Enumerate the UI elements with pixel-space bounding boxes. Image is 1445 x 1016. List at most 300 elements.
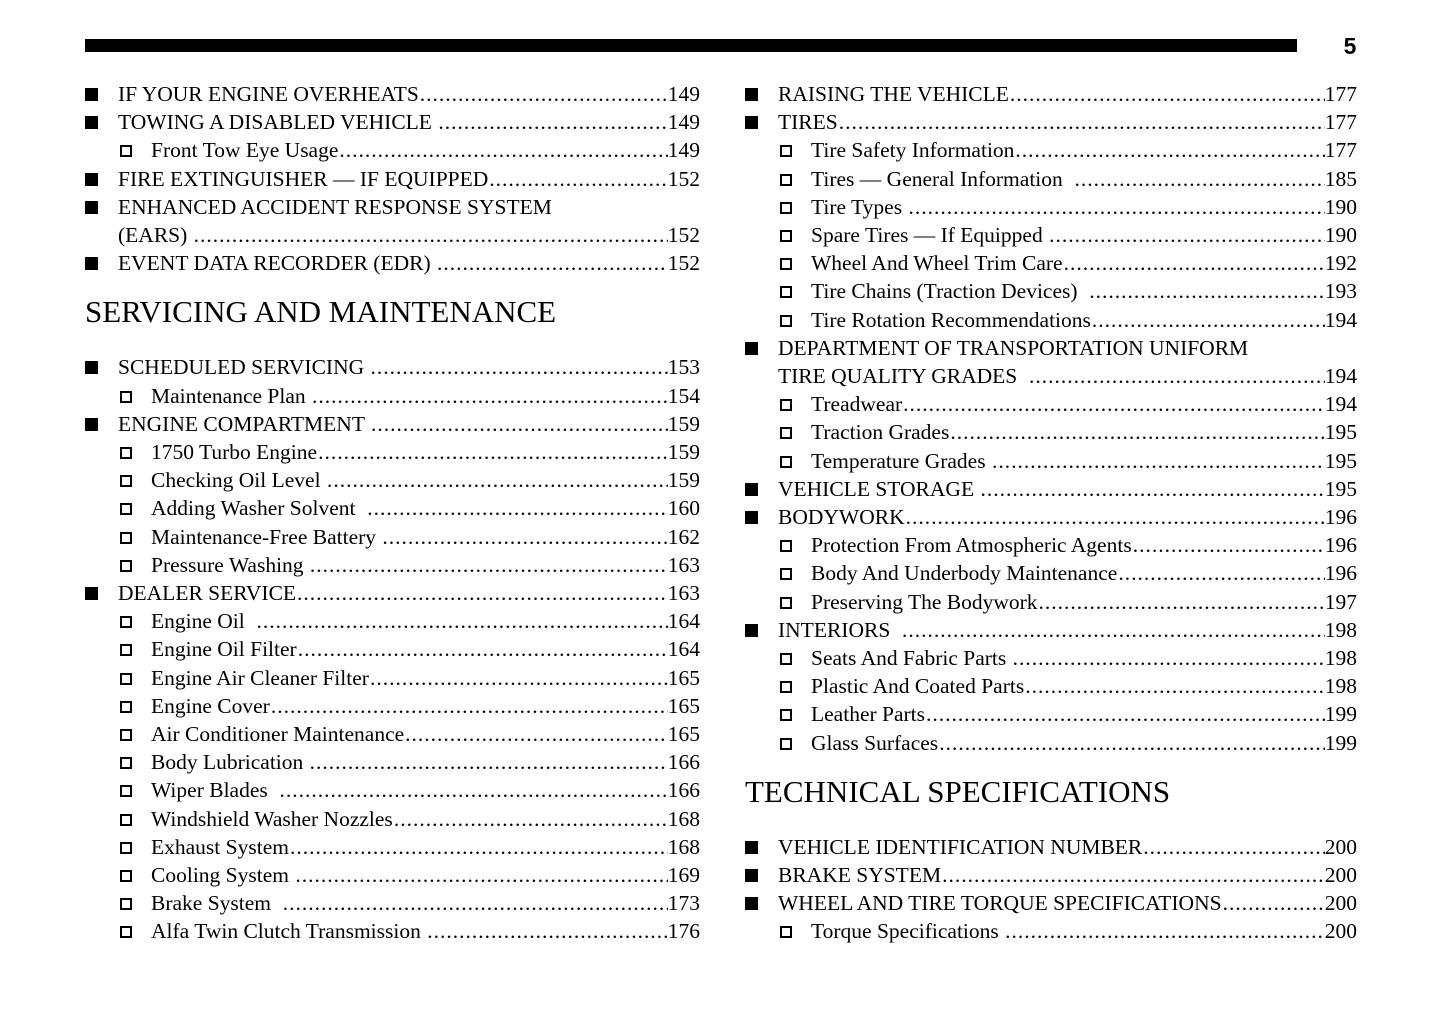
toc-page-number: 194 — [1324, 392, 1357, 417]
toc-entry — [85, 664, 700, 692]
open-square-bullet — [780, 729, 811, 757]
dot-leader — [1223, 889, 1325, 917]
dot-leader — [906, 503, 1325, 531]
toc-entry — [85, 466, 700, 494]
open-square-icon — [120, 673, 132, 685]
toc-page-number: 199 — [1324, 702, 1357, 727]
open-square-bullet — [780, 249, 811, 277]
toc-entry-label: TIRES — [778, 110, 838, 135]
toc-page-number: 154 — [667, 383, 700, 408]
open-square-bullet — [120, 635, 151, 663]
open-square-bullet — [780, 447, 811, 475]
dot-leader — [903, 390, 1325, 418]
filled-square-icon — [745, 116, 758, 129]
toc-entry-label: Exhaust System — [151, 834, 289, 859]
toc-page-number: 149 — [667, 82, 700, 106]
toc-page-number: 149 — [667, 138, 700, 163]
toc-entry — [85, 80, 700, 108]
dot-leader — [1133, 531, 1325, 559]
open-square-bullet — [780, 588, 811, 616]
toc-page-number: 194 — [1324, 364, 1357, 389]
toc-entry — [85, 438, 700, 466]
toc-entry-label: Temperature Grades — [811, 448, 991, 473]
toc-entry-label: Tire Safety Information — [811, 138, 1015, 163]
toc-entry-label: DEALER SERVICE — [118, 581, 297, 606]
open-square-bullet — [120, 861, 151, 889]
toc-entry-label: Engine Oil — [151, 609, 256, 634]
filled-square-icon — [745, 624, 758, 637]
dot-leader — [339, 136, 667, 164]
open-square-icon — [120, 898, 132, 910]
toc-entry — [85, 353, 700, 381]
toc-entry-label: RAISING THE VEHICLE — [778, 82, 1009, 106]
toc-entry — [745, 136, 1357, 164]
dot-leader — [939, 729, 1325, 757]
toc-page-number: 160 — [667, 496, 700, 521]
toc-entry-label: Maintenance Plan — [151, 383, 312, 408]
open-square-icon — [780, 258, 792, 270]
open-square-icon — [780, 568, 792, 580]
toc-entry-label: TOWING A DISABLED VEHICLE — [118, 110, 438, 135]
open-square-icon — [120, 870, 132, 882]
open-square-bullet — [120, 748, 151, 776]
open-square-icon — [120, 842, 132, 854]
toc-entry-label: Plastic And Coated Parts — [811, 674, 1025, 699]
open-square-icon — [780, 540, 792, 552]
filled-square-icon — [745, 897, 758, 910]
open-square-icon — [780, 315, 792, 327]
toc-entry — [85, 579, 700, 607]
open-square-bullet — [120, 917, 151, 945]
toc-column-left — [85, 80, 700, 946]
toc-page-number: 159 — [667, 468, 700, 493]
dot-leader — [382, 523, 667, 551]
toc-entry-label: Protection From Atmospheric Agents — [811, 533, 1132, 558]
open-square-icon — [780, 456, 792, 468]
open-square-bullet — [780, 418, 811, 446]
toc-page-number: 195 — [1324, 476, 1357, 501]
toc-entry — [745, 861, 1357, 889]
dot-leader — [942, 861, 1325, 889]
toc-page-number: 198 — [1324, 646, 1357, 671]
filled-square-bullet — [85, 165, 118, 193]
dot-leader — [980, 475, 1324, 503]
filled-square-bullet — [745, 80, 778, 108]
toc-page-number: 163 — [667, 552, 700, 577]
dot-leader — [297, 579, 668, 607]
filled-square-icon — [85, 361, 98, 374]
toc-entry — [85, 193, 700, 221]
toc-entry-label: Windshield Washer Nozzles — [151, 806, 393, 831]
toc-page-number: 198 — [1324, 674, 1357, 699]
filled-square-bullet — [85, 193, 118, 221]
toc-entry — [85, 523, 700, 551]
filled-square-icon — [745, 511, 758, 524]
toc-entry-continuation — [85, 221, 700, 249]
header-rule-bar — [85, 39, 1297, 52]
toc-entry — [85, 805, 700, 833]
open-square-icon — [780, 286, 792, 298]
open-square-icon — [120, 757, 132, 769]
toc-entry-label: Engine Oil Filter — [151, 637, 297, 662]
table-of-contents — [85, 80, 1357, 946]
toc-entry — [745, 644, 1357, 672]
open-square-icon — [120, 814, 132, 826]
toc-entry-label: WHEEL AND TIRE TORQUE SPECIFICATIONS — [778, 891, 1222, 916]
toc-page-number: 199 — [1324, 730, 1357, 755]
dot-leader — [420, 80, 668, 108]
dot-leader — [1013, 644, 1325, 672]
toc-entry-label: Brake System — [151, 891, 282, 916]
toc-entry — [85, 136, 700, 164]
open-square-icon — [120, 447, 132, 459]
toc-entry-label: Engine Cover — [151, 693, 270, 718]
toc-entry-label: ENHANCED ACCIDENT RESPONSE SYSTEM — [118, 194, 552, 219]
toc-page-number: 200 — [1324, 863, 1357, 888]
filled-square-icon — [745, 841, 758, 854]
toc-entry-label: Preserving The Bodywork — [811, 589, 1038, 614]
toc-page-number: 192 — [1324, 251, 1357, 276]
dot-leader — [1015, 136, 1324, 164]
dot-leader — [298, 635, 668, 663]
open-square-bullet — [120, 692, 151, 720]
toc-page-number: 196 — [1324, 533, 1357, 558]
filled-square-bullet — [745, 861, 778, 889]
toc-entry — [85, 635, 700, 663]
toc-entry — [745, 447, 1357, 475]
dot-leader — [926, 700, 1325, 728]
toc-entry — [85, 607, 700, 635]
open-square-bullet — [120, 466, 151, 494]
dot-leader — [1005, 917, 1325, 945]
dot-leader — [992, 447, 1325, 475]
open-square-icon — [120, 532, 132, 544]
filled-square-icon — [85, 257, 98, 270]
toc-entry — [745, 193, 1357, 221]
toc-entry — [85, 720, 700, 748]
dot-leader — [902, 616, 1325, 644]
toc-entry — [745, 503, 1357, 531]
dot-leader — [839, 108, 1325, 136]
toc-page-number: 153 — [667, 355, 700, 380]
filled-square-bullet — [745, 503, 778, 531]
open-square-icon — [120, 785, 132, 797]
filled-square-icon — [745, 869, 758, 882]
toc-page-number: 159 — [667, 411, 700, 436]
open-square-bullet — [780, 165, 811, 193]
dot-leader — [318, 438, 668, 466]
toc-page-number: 169 — [667, 863, 700, 888]
toc-entry-continuation — [745, 362, 1357, 390]
open-square-icon — [120, 475, 132, 487]
toc-entry-label: Body Lubrication — [151, 750, 309, 775]
toc-entry-label: Engine Air Cleaner Filter — [151, 665, 369, 690]
filled-square-icon — [745, 88, 758, 101]
toc-entry — [85, 692, 700, 720]
filled-square-icon — [85, 88, 98, 101]
toc-entry-label: Tires — General Information — [811, 166, 1074, 191]
toc-entry-label: Tire Chains (Traction Devices) — [811, 279, 1089, 304]
dot-leader — [310, 551, 668, 579]
toc-entry — [745, 588, 1357, 616]
open-square-icon — [780, 709, 792, 721]
open-square-icon — [780, 427, 792, 439]
toc-entry-label: Torque Specifications — [811, 919, 1005, 944]
toc-entry-label: Cooling System — [151, 863, 295, 888]
toc-entry-label: Tire Rotation Recommendations — [811, 307, 1091, 332]
toc-entry — [745, 672, 1357, 700]
toc-entry-label: Checking Oil Level — [151, 468, 326, 493]
toc-page-number: 159 — [667, 440, 700, 465]
dot-leader — [1089, 277, 1324, 305]
toc-page-number: 177 — [1324, 82, 1357, 106]
toc-entry-label: Spare Tires — If Equipped — [811, 223, 1049, 248]
open-square-icon — [120, 729, 132, 741]
toc-entry-label: ENGINE COMPARTMENT — [118, 411, 370, 436]
toc-page-number: 149 — [667, 110, 700, 135]
dot-leader — [489, 165, 667, 193]
toc-entry-label: DEPARTMENT OF TRANSPORTATION UNIFORM — [778, 335, 1249, 360]
open-square-icon — [780, 681, 792, 693]
open-square-bullet — [120, 805, 151, 833]
toc-entry — [745, 165, 1357, 193]
open-square-icon — [780, 926, 792, 938]
open-square-bullet — [120, 607, 151, 635]
toc-page-number: 198 — [1324, 617, 1357, 642]
toc-entry-label: EVENT DATA RECORDER (EDR) — [118, 251, 436, 276]
toc-entry — [745, 917, 1357, 945]
dot-leader — [908, 193, 1324, 221]
open-square-icon — [120, 926, 132, 938]
toc-entry-label: Front Tow Eye Usage — [151, 138, 339, 163]
dot-leader — [1092, 306, 1325, 334]
toc-entry — [85, 917, 700, 945]
filled-square-bullet — [85, 80, 118, 108]
toc-entry-label: Alfa Twin Clutch Transmission — [151, 919, 427, 944]
dot-leader — [327, 466, 668, 494]
toc-page-number: 166 — [667, 750, 700, 775]
toc-entry — [85, 494, 700, 522]
toc-entry — [745, 418, 1357, 446]
dot-leader — [1064, 249, 1325, 277]
dot-leader — [1049, 221, 1325, 249]
open-square-bullet — [780, 917, 811, 945]
toc-page-number: 190 — [1324, 194, 1357, 219]
toc-entry-label: IF YOUR ENGINE OVERHEATS — [118, 82, 419, 106]
open-square-bullet — [120, 720, 151, 748]
page-number: 5 — [1343, 33, 1357, 59]
toc-entry-label: Glass Surfaces — [811, 730, 939, 755]
filled-square-bullet — [85, 249, 118, 277]
open-square-bullet — [780, 277, 811, 305]
filled-square-bullet — [85, 579, 118, 607]
toc-entry-label: Tire Types — [811, 194, 908, 219]
open-square-bullet — [780, 700, 811, 728]
dot-leader — [312, 382, 668, 410]
filled-square-icon — [85, 173, 98, 186]
toc-entry-label: Leather Parts — [811, 702, 926, 727]
dot-leader — [257, 607, 668, 635]
open-square-bullet — [780, 559, 811, 587]
toc-entry — [745, 249, 1357, 277]
toc-entry — [85, 833, 700, 861]
filled-square-bullet — [745, 475, 778, 503]
open-square-icon — [120, 145, 132, 157]
filled-square-bullet — [745, 108, 778, 136]
open-square-bullet — [120, 136, 151, 164]
toc-page-number: 193 — [1324, 279, 1357, 304]
dot-leader — [370, 664, 668, 692]
open-square-bullet — [780, 390, 811, 418]
toc-entry — [745, 616, 1357, 644]
open-square-bullet — [120, 494, 151, 522]
toc-entry — [745, 80, 1357, 108]
toc-page-number: 165 — [667, 722, 700, 747]
dot-leader — [280, 776, 668, 804]
filled-square-bullet — [745, 833, 778, 861]
filled-square-bullet — [85, 108, 118, 136]
toc-page-number: 196 — [1324, 505, 1357, 530]
filled-square-icon — [85, 116, 98, 129]
toc-page-number: 152 — [667, 223, 700, 248]
dot-leader — [371, 353, 668, 381]
toc-entry-label: SCHEDULED SERVICING — [118, 355, 370, 380]
open-square-icon — [120, 644, 132, 656]
toc-entry-label: Maintenance-Free Battery — [151, 524, 382, 549]
dot-leader — [1025, 672, 1325, 700]
open-square-icon — [120, 560, 132, 572]
filled-square-bullet — [85, 410, 118, 438]
toc-entry — [745, 729, 1357, 757]
open-square-bullet — [780, 136, 811, 164]
open-square-icon — [780, 738, 792, 750]
toc-page-number: 196 — [1324, 561, 1357, 586]
toc-page-number: 166 — [667, 778, 700, 803]
dot-leader — [950, 418, 1324, 446]
open-square-icon — [120, 391, 132, 403]
open-square-icon — [780, 230, 792, 242]
toc-page-number: 164 — [667, 609, 700, 634]
dot-leader — [1143, 833, 1324, 861]
dot-leader — [371, 410, 668, 438]
open-square-bullet — [120, 776, 151, 804]
toc-entry-label: BODYWORK — [778, 505, 905, 530]
toc-page-number: 197 — [1324, 589, 1357, 614]
toc-page-number: 162 — [667, 524, 700, 549]
dot-leader — [1118, 559, 1324, 587]
toc-entry-label: (EARS) — [118, 223, 193, 248]
toc-entry — [745, 306, 1357, 334]
dot-leader — [1075, 165, 1325, 193]
toc-page-number: 163 — [667, 581, 700, 606]
open-square-bullet — [780, 672, 811, 700]
filled-square-bullet — [745, 334, 778, 362]
toc-page-number: 152 — [667, 166, 700, 191]
toc-page-number: 173 — [667, 891, 700, 916]
open-square-bullet — [120, 889, 151, 917]
open-square-icon — [120, 701, 132, 713]
toc-entry — [85, 165, 700, 193]
open-square-bullet — [120, 382, 151, 410]
open-square-bullet — [120, 523, 151, 551]
toc-page-number: 190 — [1324, 223, 1357, 248]
open-square-icon — [780, 145, 792, 157]
toc-entry-label: Wiper Blades — [151, 778, 279, 803]
toc-page-number: 165 — [667, 665, 700, 690]
toc-page-number: 195 — [1324, 448, 1357, 473]
open-square-icon — [120, 503, 132, 515]
filled-square-icon — [85, 587, 98, 600]
filled-square-bullet — [745, 889, 778, 917]
open-square-bullet — [120, 833, 151, 861]
dot-leader — [405, 720, 668, 748]
open-square-icon — [120, 616, 132, 628]
toc-entry — [85, 889, 700, 917]
toc-entry-label: FIRE EXTINGUISHER — IF EQUIPPED — [118, 166, 489, 191]
dot-leader — [394, 805, 668, 833]
dot-leader — [367, 494, 668, 522]
open-square-icon — [780, 399, 792, 411]
toc-page-number: 168 — [667, 806, 700, 831]
dot-leader — [427, 917, 668, 945]
toc-entry-label: INTERIORS — [778, 617, 902, 642]
toc-page-number: 152 — [667, 251, 700, 276]
toc-page-number: 185 — [1324, 166, 1357, 191]
toc-page-number: 195 — [1324, 420, 1357, 445]
toc-entry-label: Treadwear — [811, 392, 903, 417]
open-square-icon — [780, 597, 792, 609]
dot-leader — [1029, 362, 1325, 390]
toc-entry-label: 1750 Turbo Engine — [151, 440, 318, 465]
toc-entry — [85, 748, 700, 776]
dot-leader — [283, 889, 668, 917]
open-square-bullet — [780, 644, 811, 672]
toc-column-right — [745, 80, 1357, 946]
open-square-icon — [780, 174, 792, 186]
open-square-bullet — [780, 531, 811, 559]
toc-entry — [745, 221, 1357, 249]
toc-entry — [745, 334, 1357, 362]
toc-entry-label: Body And Underbody Maintenance — [811, 561, 1118, 586]
toc-entry — [745, 700, 1357, 728]
section-heading: SERVICING AND MAINTENANCE — [85, 294, 557, 330]
toc-page-number: 164 — [667, 637, 700, 662]
dot-leader — [310, 748, 668, 776]
filled-square-icon — [745, 342, 758, 355]
open-square-bullet — [780, 306, 811, 334]
toc-entry — [85, 249, 700, 277]
dot-leader — [1039, 588, 1325, 616]
toc-entry-label: TIRE QUALITY GRADES — [778, 364, 1029, 389]
toc-entry-label: VEHICLE IDENTIFICATION NUMBER — [778, 834, 1143, 859]
toc-entry-label: Air Conditioner Maintenance — [151, 722, 405, 747]
toc-page-number: 200 — [1324, 919, 1357, 944]
section-heading: TECHNICAL SPECIFICATIONS — [745, 773, 1171, 809]
toc-entry — [745, 531, 1357, 559]
filled-square-icon — [85, 201, 98, 214]
toc-entry — [745, 390, 1357, 418]
toc-entry-label: Seats And Fabric Parts — [811, 646, 1012, 671]
toc-entry — [745, 475, 1357, 503]
toc-entry — [85, 776, 700, 804]
open-square-bullet — [120, 551, 151, 579]
open-square-icon — [780, 202, 792, 214]
toc-page-number: 194 — [1324, 307, 1357, 332]
filled-square-bullet — [85, 353, 118, 381]
dot-leader — [194, 221, 668, 249]
toc-entry — [745, 559, 1357, 587]
filled-square-icon — [745, 483, 758, 496]
